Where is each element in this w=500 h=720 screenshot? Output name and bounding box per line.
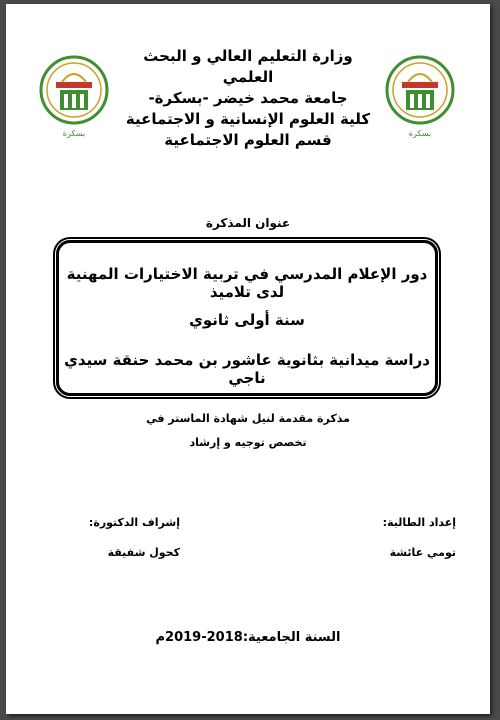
university-logo-left: [38, 52, 110, 140]
department-name: قسم العلوم الاجتماعية: [164, 131, 332, 149]
ministry-name: وزارة التعليم العالي و البحث العلمي: [143, 47, 353, 86]
university-name: جامعة محمد خيضر -بسكرة-: [148, 89, 348, 107]
supervisor-name: كحول شفيقة: [107, 546, 180, 559]
logo-caption-right: بسكرة: [408, 129, 432, 138]
supervisor-label: إشراف الدكتورة:: [88, 516, 180, 529]
academic-year: السنة الجامعية:2018-2019م: [155, 630, 341, 645]
memo-title-line-3: دراسة ميدانية بثانوية عاشور بن محمد حنقة سيدي ناجي: [64, 351, 430, 387]
memo-title-line-2: سنة أولى ثانوي: [189, 311, 305, 329]
submission-purpose: مذكرة مقدمة لنيل شهادة الماستر في: [146, 412, 350, 425]
document-page: [6, 4, 490, 714]
student-name: تومي عائشة: [389, 546, 456, 559]
logo-caption-left: بسكرة: [62, 129, 86, 138]
specialization: تخصص توجيه و إرشاد: [189, 436, 307, 449]
university-logo-right: [384, 52, 456, 140]
faculty-name: كلية العلوم الإنسانية و الاجتماعية: [125, 110, 371, 128]
prepared-by-label: إعداد الطالبة:: [382, 516, 456, 529]
memo-title-label: عنوان المذكرة: [205, 216, 291, 230]
memo-title-box: [56, 240, 438, 396]
institution-header: [116, 46, 380, 151]
memo-title-line-1: دور الإعلام المدرسي في تربية الاختيارات المهنية لدى تلاميذ: [66, 265, 428, 301]
